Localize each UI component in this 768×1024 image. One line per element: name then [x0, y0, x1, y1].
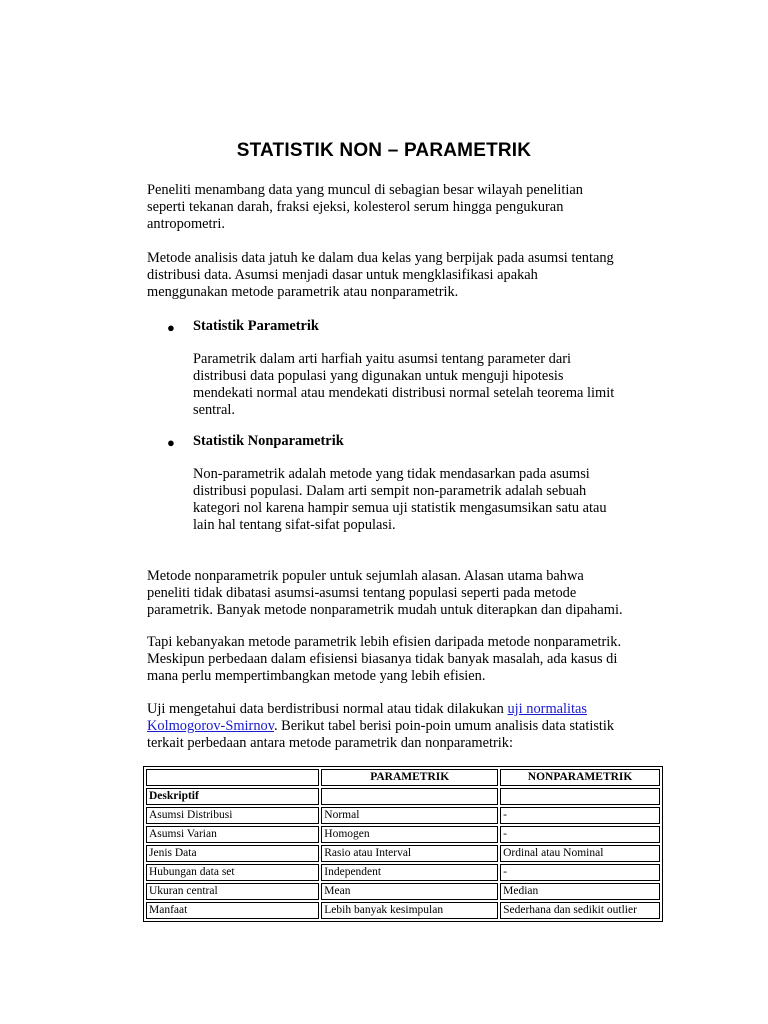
text-line: Tapi kebanyakan metode parametrik lebih efisien daripada metode nonparametrik.	[147, 634, 622, 650]
table-cell	[500, 788, 660, 805]
text-line: Parametrik dalam arti harfiah yaitu asumsi tentang parameter dari	[193, 351, 572, 367]
paragraph-nonparametrik	[193, 466, 658, 534]
comparison-table	[143, 766, 663, 922]
table-cell: -	[500, 826, 660, 843]
table-header-cell	[146, 769, 319, 786]
bullet-icon: ●	[167, 435, 175, 450]
table-cell: Normal	[321, 807, 498, 824]
text-line: sentral.	[193, 402, 235, 418]
paragraph-normality-test	[147, 701, 667, 752]
table-cell: Sederhana dan sedikit outlier	[500, 902, 660, 919]
text-line: distribusi data populasi yang digunakan untuk menguji hipotesis	[193, 368, 564, 384]
text-fragment: Uji mengetahui data berdistribusi normal atau tidak dilakukan	[147, 701, 508, 717]
table-cell: Asumsi Varian	[146, 826, 319, 843]
table-cell: Median	[500, 883, 660, 900]
table-row	[146, 864, 660, 881]
table-cell: Manfaat	[146, 902, 319, 919]
bullet-heading-parametrik: Statistik Parametrik	[193, 318, 319, 334]
table-cell: Ordinal atau Nominal	[500, 845, 660, 862]
page-title: STATISTIK NON – PARAMETRIK	[236, 140, 532, 161]
table-cell: Asumsi Distribusi	[146, 807, 319, 824]
table-row	[146, 902, 660, 919]
text-line: peneliti tidak dibatasi asumsi-asumsi tentang populasi seperti pada metode	[147, 585, 577, 601]
text-line: mendekati normal atau mendekati distribusi normal setelah teorema limit	[193, 385, 615, 401]
text-line: parametrik. Banyak metode nonparametrik mudah untuk diterapkan dan dipahami.	[147, 602, 623, 618]
text-line: menggunakan metode parametrik atau nonparametrik.	[147, 284, 459, 300]
table-header-row	[146, 769, 660, 786]
text-line: distribusi data. Asumsi menjadi dasar untuk mengklasifikasi apakah	[147, 267, 538, 283]
normality-test-link[interactable]: uji normalitas	[507, 701, 588, 717]
paragraph-classes	[147, 250, 667, 301]
table-header-cell: NONPARAMETRIK	[500, 769, 660, 786]
table-cell: Lebih banyak kesimpulan	[321, 902, 498, 919]
paragraph-popularity	[147, 568, 667, 619]
text-line: terkait perbedaan antara metode parametrik dan nonparametrik:	[147, 735, 513, 751]
text-line: Peneliti menambang data yang muncul di sebagian besar wilayah penelitian	[147, 182, 583, 198]
text-line: antropometri.	[147, 216, 225, 232]
table-row	[146, 788, 660, 805]
paragraph-parametrik	[193, 351, 658, 419]
bullet-icon: ●	[167, 320, 175, 335]
table-cell: Mean	[321, 883, 498, 900]
text-line: Non-parametrik adalah metode yang tidak mendasarkan pada asumsi	[193, 466, 590, 482]
table-cell: Homogen	[321, 826, 498, 843]
paragraph-efficiency	[147, 634, 667, 685]
text-line: kategori nol karena hampir semua uji statistik mengasumsikan satu atau	[193, 500, 607, 516]
text-line: Metode nonparametrik populer untuk sejumlah alasan. Alasan utama bahwa	[147, 568, 584, 584]
text-line: mana perlu mempertimbangkan metode yang lebih efisien.	[147, 668, 486, 684]
table-row	[146, 826, 660, 843]
table-cell: Hubungan data set	[146, 864, 319, 881]
table-cell: Independent	[321, 864, 498, 881]
text-line: Metode analisis data jatuh ke dalam dua kelas yang berpijak pada asumsi tentang	[147, 250, 614, 266]
bullet-heading-nonparametrik: Statistik Nonparametrik	[193, 433, 344, 449]
table-row	[146, 883, 660, 900]
table-cell: Deskriptif	[146, 788, 319, 805]
table-cell: Ukuran central	[146, 883, 319, 900]
text-line: Meskipun perbedaan dalam efisiensi biasanya tidak banyak masalah, ada kasus di	[147, 651, 618, 667]
table-cell: Rasio atau Interval	[321, 845, 498, 862]
table-cell: -	[500, 807, 660, 824]
table-row	[146, 807, 660, 824]
text-fragment: . Berikut tabel berisi poin-poin umum analisis data statistik	[273, 718, 615, 734]
paragraph-intro	[147, 182, 647, 233]
table-cell	[321, 788, 498, 805]
text-line: distribusi populasi. Dalam arti sempit non-parametrik adalah sebuah	[193, 483, 587, 499]
table-header-cell: PARAMETRIK	[321, 769, 498, 786]
table-cell: -	[500, 864, 660, 881]
table-cell: Jenis Data	[146, 845, 319, 862]
table-row	[146, 845, 660, 862]
text-line: lain hal tentang sifat-sifat populasi.	[193, 517, 396, 533]
kolmogorov-smirnov-link[interactable]: Kolmogorov-Smirnov	[147, 718, 274, 734]
text-line: seperti tekanan darah, fraksi ejeksi, kolesterol serum hingga pengukuran	[147, 199, 564, 215]
